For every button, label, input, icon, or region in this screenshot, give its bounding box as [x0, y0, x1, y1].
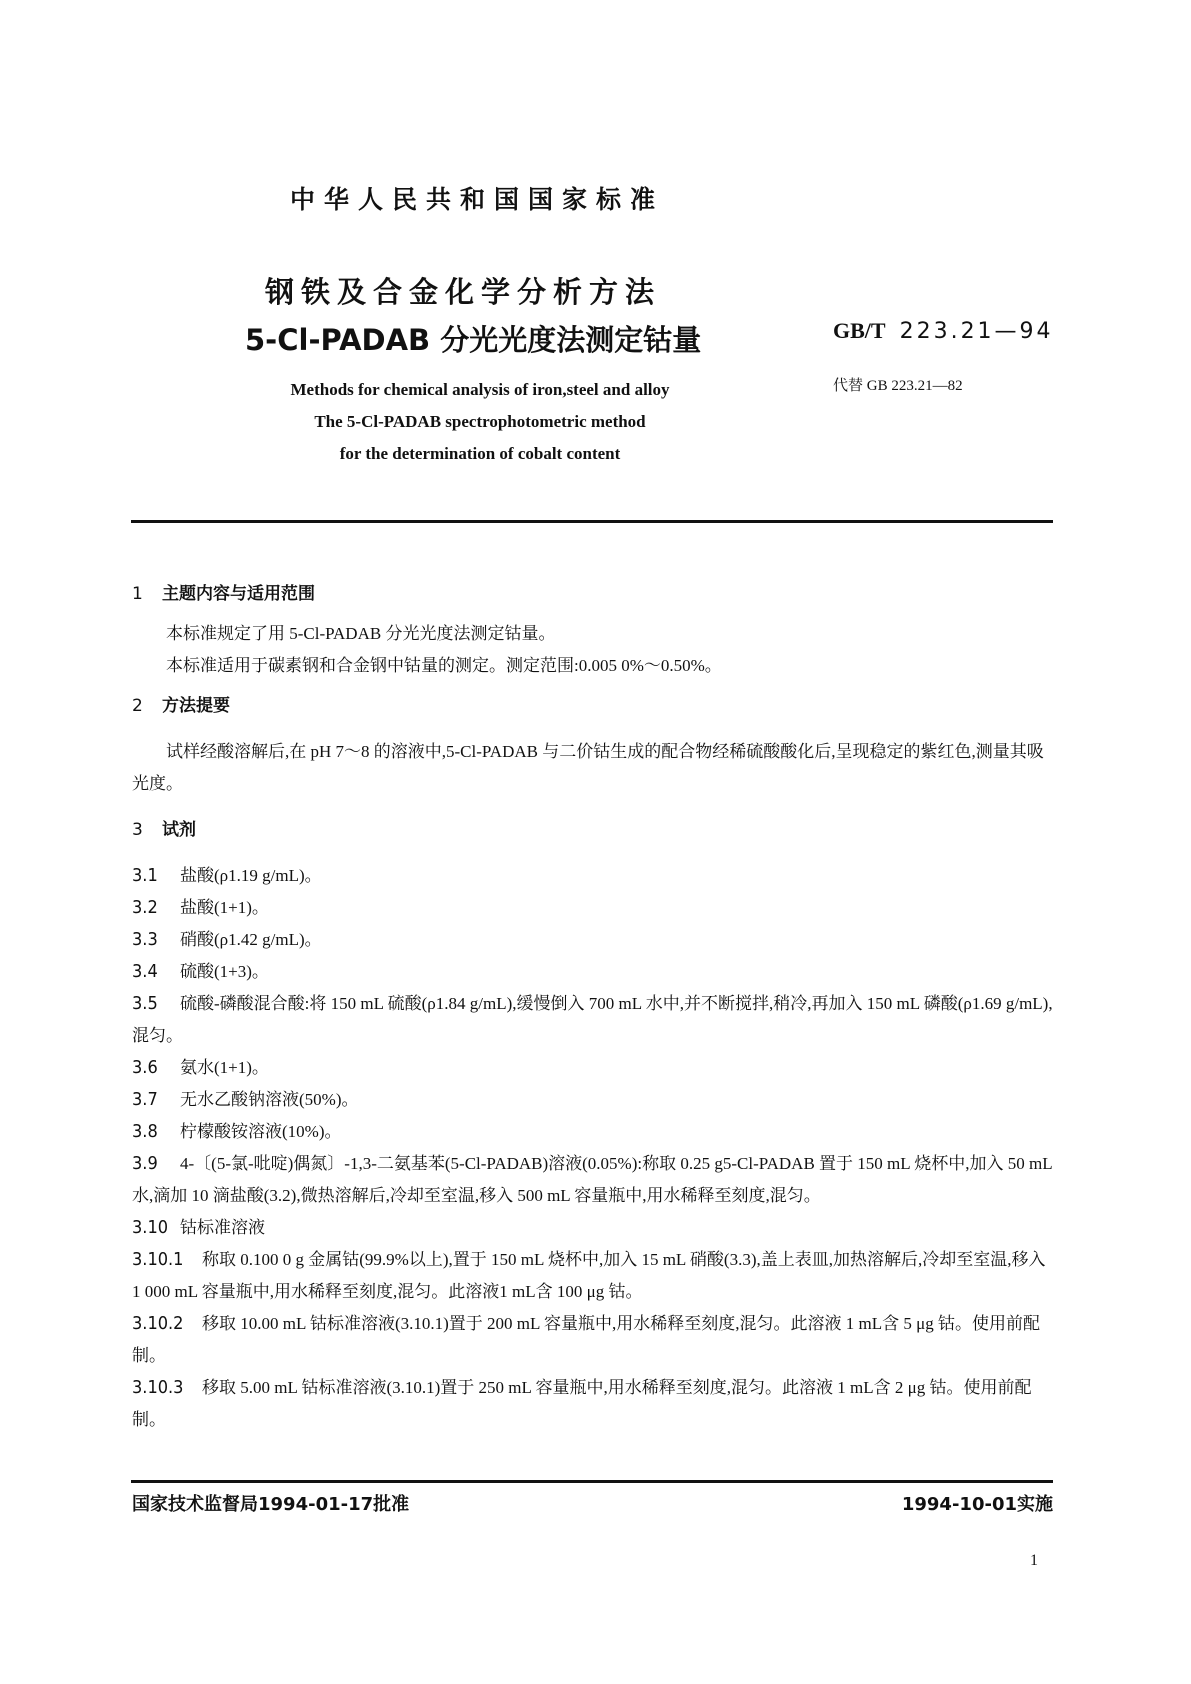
- standard-code-prefix: GB/T: [833, 318, 886, 343]
- item-number: 3.2: [132, 897, 158, 918]
- approval-date: 国家技术监督局1994-01-17批准: [132, 1494, 410, 1515]
- item-number: 3.1: [132, 865, 158, 886]
- footer-divider: [131, 1480, 1053, 1483]
- item-text: 移取 5.00 mL 钴标准溶液(3.10.1)置于 250 mL 容量瓶中,用水稀释至刻度,混匀。此溶液 1 mL含 2 μg 钴。使用前配制。: [132, 1378, 1032, 1429]
- standard-code: [833, 318, 1054, 344]
- item-text: 称取 0.100 0 g 金属钴(99.9%以上),置于 150 mL 烧杯中,加入 15 mL 硝酸(3.3),盖上表皿,加热溶解后,冷却至室温,移入 1 000 mL 容量瓶中,用水稀释至刻度,混匀。此溶液1 mL含 100 μg 钴。: [132, 1250, 1046, 1301]
- item-text: 硫酸(1+3)。: [180, 962, 269, 981]
- item-number: 3.5: [132, 993, 158, 1014]
- section-title: 试剂: [162, 820, 196, 840]
- item-number: 3.9: [132, 1153, 158, 1174]
- national-standard-heading: 中华人民共和国国家标准: [290, 185, 665, 214]
- section-title: 主题内容与适用范围: [162, 584, 315, 604]
- item-number: 3.10.3: [132, 1377, 184, 1398]
- reagent-item: [132, 1212, 1054, 1244]
- reagent-item: [132, 988, 1054, 1052]
- item-text: 移取 10.00 mL 钴标准溶液(3.10.1)置于 200 mL 容量瓶中,用水稀释至刻度,混匀。此溶液 1 mL含 5 μg 钴。使用前配制。: [132, 1314, 1040, 1365]
- reagent-subitem: [132, 1308, 1054, 1372]
- section-number: 3: [132, 820, 143, 840]
- replaces-standard: 代替 GB 223.21—82: [833, 378, 963, 394]
- item-text: 无水乙酸钠溶液(50%)。: [180, 1090, 359, 1109]
- section-number: 2: [132, 696, 143, 716]
- item-text: 氨水(1+1)。: [180, 1058, 269, 1077]
- reagent-item: [132, 924, 1054, 956]
- section-2-heading: [132, 690, 1054, 722]
- item-text: 柠檬酸铵溶液(10%)。: [180, 1122, 342, 1141]
- item-number: 3.4: [132, 961, 158, 982]
- item-number: 3.10: [132, 1217, 169, 1238]
- section-1-paragraph: 本标准适用于碳素钢和合金钢中钴量的测定。测定范围:0.005 0%～0.50%。: [166, 656, 722, 675]
- section-2-paragraph: 试样经酸溶解后,在 pH 7～8 的溶液中,5-Cl-PADAB 与二价钴生成的配合物经稀硫酸酸化后,呈现稳定的紫红色,测量其吸光度。: [132, 742, 1044, 793]
- page-number: 1: [1030, 1552, 1038, 1569]
- document-title-cn-line1: 钢铁及合金化学分析方法: [265, 275, 662, 309]
- section-1-paragraph: 本标准规定了用 5-Cl-PADAB 分光光度法测定钴量。: [166, 624, 556, 643]
- reagent-item: [132, 1116, 1054, 1148]
- document-title-en-line1: Methods for chemical analysis of iron,steel and alloy: [290, 380, 670, 399]
- item-number: 3.6: [132, 1057, 158, 1078]
- section-1-heading: [132, 578, 1054, 610]
- item-number: 3.7: [132, 1089, 158, 1110]
- reagent-item: [132, 1148, 1054, 1212]
- standard-code-number: 223.21—94: [899, 319, 1054, 344]
- section-title: 方法提要: [162, 696, 230, 716]
- document-title-en-line3: for the determination of cobalt content: [339, 444, 621, 463]
- item-text: 4-〔(5-氯-吡啶)偶氮〕-1,3-二氨基苯(5-Cl-PADAB)溶液(0.05%):称取 0.25 g5-Cl-PADAB 置于 150 mL 烧杯中,加入 50 mL 水,滴加 10 滴盐酸(3.2),微热溶解后,冷却至室温,移入 500 mL 容量瓶中,用水稀释至刻度,混匀。: [132, 1154, 1053, 1205]
- document-body: [132, 578, 1054, 1436]
- document-title-cn-line2: 5-Cl-PADAB 分光光度法测定钴量: [245, 323, 702, 357]
- reagent-subitem: [132, 1372, 1054, 1436]
- item-text: 盐酸(1+1)。: [180, 898, 269, 917]
- reagent-item: [132, 1052, 1054, 1084]
- reagent-item: [132, 892, 1054, 924]
- document-title-en-line2: The 5-Cl-PADAB spectrophotometric method: [314, 412, 646, 431]
- item-number: 3.10.1: [132, 1249, 184, 1270]
- reagent-item: [132, 1084, 1054, 1116]
- item-number: 3.10.2: [132, 1313, 184, 1334]
- header-divider: [131, 520, 1053, 523]
- section-number: 1: [132, 584, 143, 604]
- reagent-subitem: [132, 1244, 1054, 1308]
- section-3-heading: [132, 814, 1054, 846]
- reagent-item: [132, 956, 1054, 988]
- item-text: 盐酸(ρ1.19 g/mL)。: [180, 866, 322, 885]
- item-text: 硝酸(ρ1.42 g/mL)。: [180, 930, 322, 949]
- item-text: 钴标准溶液: [180, 1218, 265, 1237]
- implementation-date: 1994-10-01实施: [901, 1494, 1053, 1515]
- reagent-item: [132, 860, 1054, 892]
- item-number: 3.3: [132, 929, 158, 950]
- item-number: 3.8: [132, 1121, 158, 1142]
- item-text: 硫酸-磷酸混合酸:将 150 mL 硫酸(ρ1.84 g/mL),缓慢倒入 700 mL 水中,并不断搅拌,稍冷,再加入 150 mL 磷酸(ρ1.69 g/mL),混匀。: [132, 994, 1053, 1045]
